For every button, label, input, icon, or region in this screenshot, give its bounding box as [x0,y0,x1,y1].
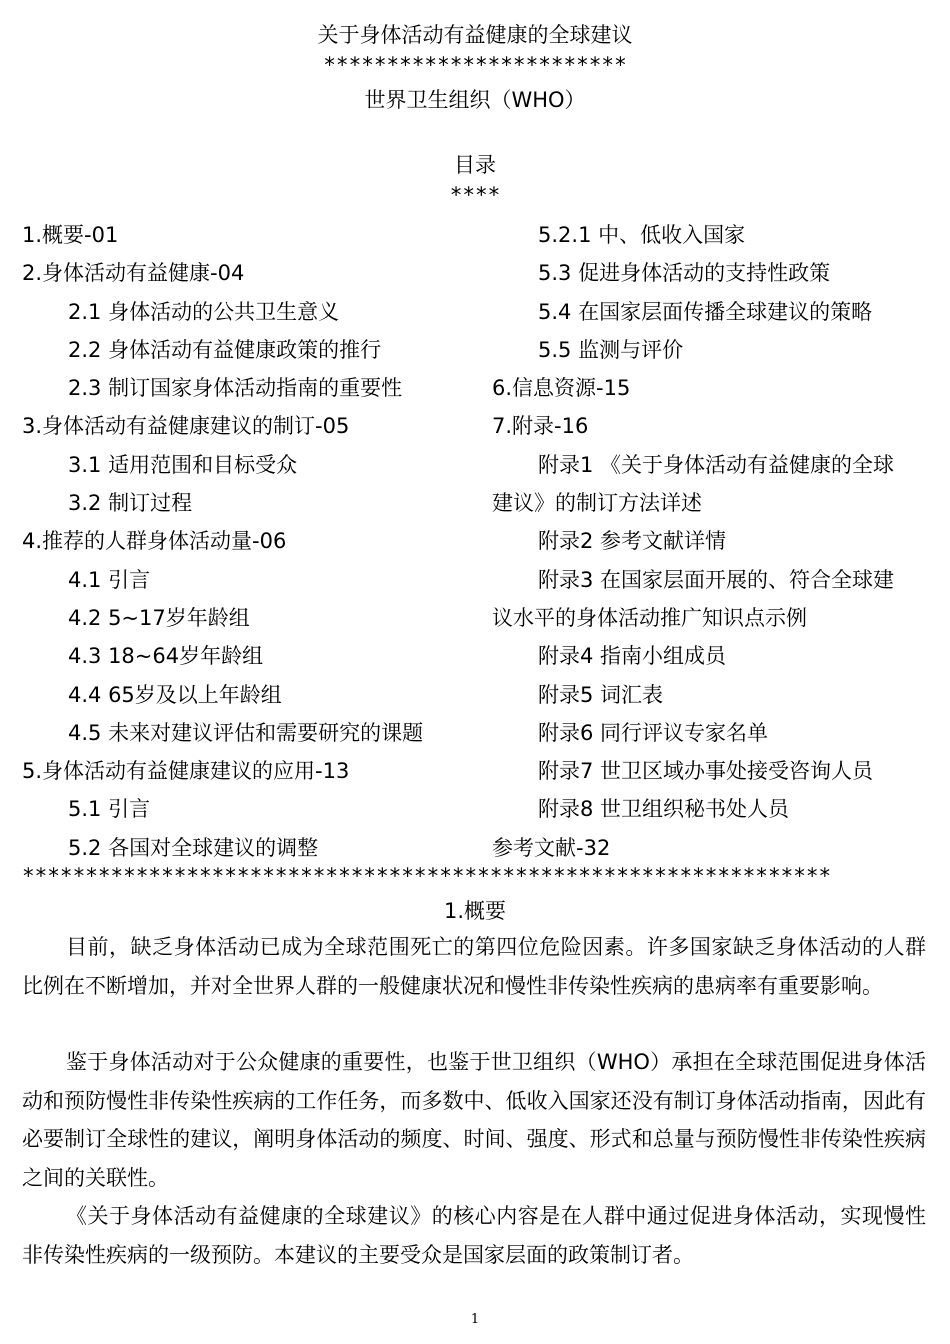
toc-stars-separator: **** [449,183,501,207]
toc-entry[interactable]: 4.2 5~17岁年龄组 [68,605,250,630]
document-title: 关于身体活动有益健康的全球建议 [317,23,633,47]
toc-entry[interactable]: 3.2 制订过程 [68,491,193,516]
toc-entry[interactable]: 5.2.1 中、低收入国家 [538,223,746,247]
toc-entry[interactable]: 附录5 词汇表 [538,682,664,707]
body-paragraph: 《关于身体活动有益健康的全球建议》的核心内容是在人群中通过促进身体活动，实现慢性非传染性疾病的一级预防。本建议的主要受众是国家层面的政策制订者。 [22,1204,926,1267]
page-number: 1 [470,1312,480,1327]
body-paragraph: 目前，缺乏身体活动已成为全球范围死亡的第四位危险因素。许多国家缺乏身体活动的人群比例在不断增加，并对全世界人群的一般健康状况和慢性非传染性疾病的患病率有重要影响。 [22,935,926,998]
section-divider: **************************************************************** [22,864,832,888]
toc-entry[interactable]: 6.信息资源-15 [492,376,631,401]
toc-entry[interactable]: 附录1 《关于身体活动有益健康的全球 [538,452,895,477]
toc-entry[interactable]: 附录8 世卫组织秘书处人员 [538,797,790,822]
toc-entry[interactable]: 2.3 制订国家身体活动指南的重要性 [68,376,403,401]
body-paragraph: 鉴于身体活动对于公众健康的重要性，也鉴于世卫组织（WHO）承担在全球范围促进身体活动和预防慢性非传染性疾病的工作任务，而多数中、低收入国家还没有制订身体活动指南，因此有必要制订全球性的建议，阐明身体活动的频度、时间、强度、形式和总量与预防慢性非传染性疾病之间的关联性。 [22,1050,926,1190]
toc-entry[interactable]: 4.1 引言 [68,567,151,592]
organization-name: 世界卫生组织（WHO） [364,88,586,112]
toc-entry[interactable]: 5.身体活动有益健康建议的应用-13 [22,759,350,784]
toc-right-column [492,216,932,867]
toc-entry[interactable]: 附录2 参考文献详情 [538,529,727,554]
toc-left-column [22,216,482,867]
title-stars-separator: ************************ [323,53,627,77]
toc-entry[interactable]: 2.2 身体活动有益健康政策的推行 [68,337,382,362]
toc-entry[interactable]: 7.附录-16 [492,414,589,439]
toc-entry[interactable]: 4.推荐的人群身体活动量-06 [22,529,287,554]
toc-entry[interactable]: 5.5 监测与评价 [538,337,684,362]
toc-entry[interactable]: 附录3 在国家层面开展的、符合全球建 [538,567,895,592]
toc-entry[interactable]: 2.1 身体活动的公共卫生意义 [68,299,340,324]
toc-entry[interactable]: 参考文献-32 [492,835,611,860]
toc-entry[interactable]: 5.4 在国家层面传播全球建议的策略 [538,299,873,324]
toc-entry[interactable]: 5.1 引言 [68,797,151,822]
toc-entry[interactable]: 附录6 同行评议专家名单 [538,720,769,745]
toc-heading: 目录 [454,153,496,177]
toc-entry[interactable]: 5.2 各国对全球建议的调整 [68,835,319,860]
toc-entry[interactable]: 4.4 65岁及以上年龄组 [68,682,282,707]
toc-entry[interactable]: 5.3 促进身体活动的支持性政策 [538,261,831,286]
toc-entry[interactable]: 1.概要-01 [22,223,119,247]
toc-entry[interactable]: 附录4 指南小组成员 [538,644,727,669]
toc-entry[interactable]: 3.1 适用范围和目标受众 [68,452,298,477]
toc-entry[interactable]: 附录7 世卫区域办事处接受咨询人员 [538,759,874,784]
toc-entry-continuation[interactable]: 建议》的制订方法详述 [492,491,702,516]
section-heading: 1.概要 [443,899,507,923]
toc-entry-continuation[interactable]: 议水平的身体活动推广知识点示例 [492,605,807,630]
toc-entry[interactable]: 4.5 未来对建议评估和需要研究的课题 [68,720,424,745]
toc-entry[interactable]: 2.身体活动有益健康-04 [22,261,245,286]
toc-entry[interactable]: 4.3 18~64岁年龄组 [68,644,264,669]
toc-entry[interactable]: 3.身体活动有益健康建议的制订-05 [22,414,350,439]
